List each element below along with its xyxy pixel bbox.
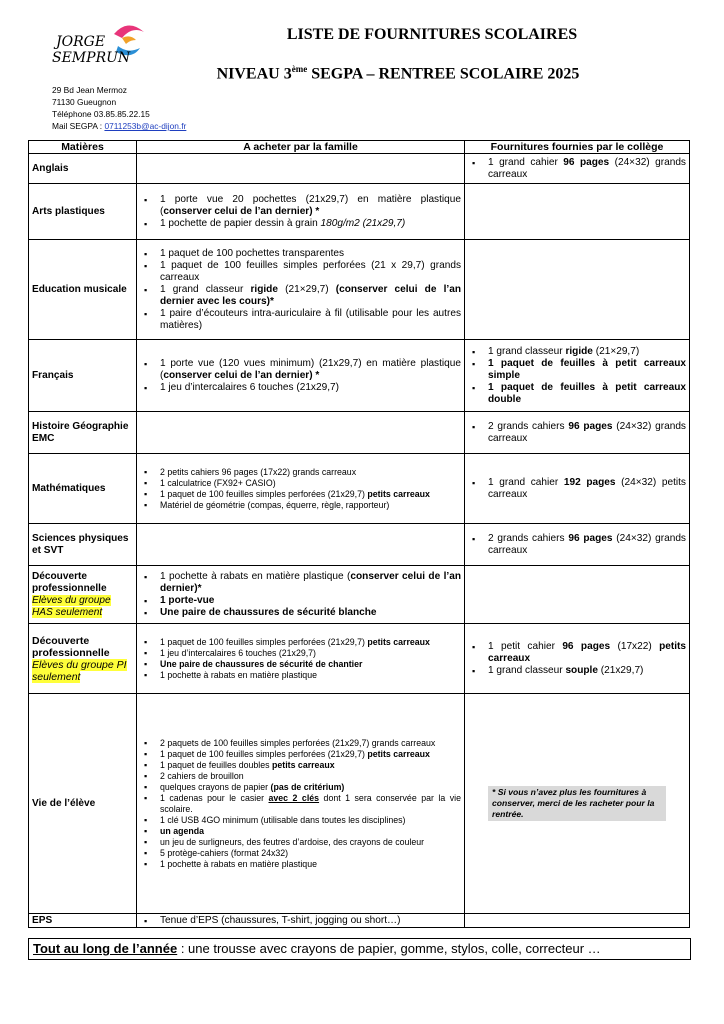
note-box: * Si vous n’avez plus les fournitures à conserver, merci de les racheter pour la rentrée.	[488, 786, 666, 821]
list-item: ▪ 1 paquet de 100 feuilles simples perforées (21 x 29,7) grands carreaux	[140, 260, 461, 284]
row-anglais	[29, 154, 690, 184]
list-item: ▪ 1 pochette à rabats en matière plastique	[140, 670, 461, 681]
page-subtitle: NIVEAU 3ème SEGPA – RENTREE SCOLAIRE 2025	[216, 64, 580, 83]
subject-name: Education musicale	[29, 240, 137, 340]
list-item: ▪ 1 paquet de feuilles doubles petits carreaux	[140, 760, 461, 771]
header-famille: A acheter par la famille	[137, 141, 465, 154]
college-cell	[465, 340, 690, 412]
famille-cell	[137, 184, 465, 240]
subject-name: Histoire Géographie EMC	[29, 412, 137, 454]
famille-cell	[137, 914, 465, 928]
row-maths	[29, 454, 690, 524]
subject-name: Découverte professionnelle Elèves du groupe PI seulement	[29, 624, 137, 694]
famille-cell	[137, 240, 465, 340]
list-item: ▪ 1 paire d’écouteurs intra-auriculaire à fil (utilisable pour les autres matières)	[140, 308, 461, 332]
list-item: ▪ un jeu de surligneurs, des feutres d’ardoise, des crayons de couleur	[140, 837, 461, 848]
list-item: ▪ 1 clé USB 4GO minimum (utilisable dans toutes les disciplines)	[140, 815, 461, 826]
page-title: LISTE DE FOURNITURES SCOLAIRES	[286, 26, 578, 43]
footer-note: Tout au long de l’année : une trousse avec crayons de papier, gomme, stylos, colle, correcteur …	[28, 938, 691, 960]
college-cell	[465, 154, 690, 184]
list-item: ▪ 1 paquet de feuilles à petit carreaux double	[468, 382, 686, 406]
college-cell	[465, 914, 690, 928]
list-item: ▪ 1 calculatrice (FX92+ CASIO)	[140, 478, 461, 489]
list-item: ▪ 1 paquet de feuilles à petit carreaux simple	[468, 358, 686, 382]
subject-name: Anglais	[29, 154, 137, 184]
list-item: ▪ 2 cahiers de brouillon	[140, 771, 461, 782]
row-eps	[29, 914, 690, 928]
svg-text:SEMPRUN: SEMPRUN	[52, 50, 131, 66]
famille-cell	[137, 412, 465, 454]
list-item: ▪ Tenue d’EPS (chaussures, T-shirt, jogging ou short…)	[140, 915, 461, 927]
school-logo	[44, 16, 154, 72]
subject-name: Français	[29, 340, 137, 412]
list-item: ▪ 2 grands cahiers 96 pages (24×32) grands carreaux	[468, 421, 686, 445]
list-item: ▪ 1 paquet de 100 feuilles simples perforées (21x29,7) petits carreaux	[140, 489, 461, 500]
row-dp-pi	[29, 624, 690, 694]
list-item: ▪ 1 grand classeur rigide (21×29,7)	[468, 346, 686, 358]
subject-name: Mathématiques	[29, 454, 137, 524]
famille-cell	[137, 566, 465, 624]
list-item: ▪ Une paire de chaussures de sécurité de chantier	[140, 659, 461, 670]
list-item: ▪ un agenda	[140, 826, 461, 837]
list-item: ▪ 1 grand classeur rigide (21×29,7) (conserver celui de l’an dernier avec les cours)*	[140, 284, 461, 308]
header-college: Fournitures fournies par le collège	[465, 141, 690, 154]
list-item: ▪ quelques crayons de papier (pas de critérium)	[140, 782, 461, 793]
group-highlight: Elèves du groupe HAS seulement	[32, 594, 111, 618]
list-item: ▪ 1 jeu d’intercalaires 6 touches (21x29,7)	[140, 648, 461, 659]
list-item: ▪ 2 paquets de 100 feuilles simples perforées (21x29,7) grands carreaux	[140, 738, 461, 749]
row-musique	[29, 240, 690, 340]
famille-cell	[137, 524, 465, 566]
list-item: ▪ Matériel de géométrie (compas, équerre, règle, rapporteur)	[140, 500, 461, 511]
row-dp-has	[29, 566, 690, 624]
list-item: ▪ Une paire de chaussures de sécurité blanche	[140, 607, 461, 619]
list-item: ▪ 1 pochette à rabats en matière plastique	[140, 859, 461, 870]
subject-name: Sciences physiques et SVT	[29, 524, 137, 566]
row-vie	[29, 694, 690, 914]
list-item: ▪ 1 pochette à rabats en matière plastique (conserver celui de l’an dernier)*	[140, 571, 461, 595]
list-item: ▪ 1 grand cahier 96 pages (24×32) grands carreaux	[468, 157, 686, 181]
row-histoire	[29, 412, 690, 454]
college-cell	[465, 694, 690, 914]
famille-cell	[137, 340, 465, 412]
row-arts	[29, 184, 690, 240]
famille-cell	[137, 624, 465, 694]
school-address: 29 Bd Jean Mermoz 71130 Gueugnon Téléphone 03.85.85.22.15 Mail SEGPA : 0711253b@ac-dijon.fr	[52, 85, 187, 131]
list-item: ▪ 1 grand classeur souple (21x29,7)	[468, 665, 686, 677]
famille-cell	[137, 454, 465, 524]
row-francais	[29, 340, 690, 412]
college-cell	[465, 454, 690, 524]
supplies-table	[28, 140, 690, 928]
list-item: ▪ 1 petit cahier 96 pages (17x22) petits carreaux	[468, 641, 686, 665]
list-item: ▪ 1 pochette de papier dessin à grain 180g/m2 (21x29,7)	[140, 218, 461, 230]
group-highlight: Elèves du groupe PI seulement	[32, 658, 127, 683]
row-sciences	[29, 524, 690, 566]
list-item: ▪ 1 paquet de 100 pochettes transparentes	[140, 248, 461, 260]
famille-cell	[137, 154, 465, 184]
subject-name: Vie de l’élève	[29, 694, 137, 914]
college-cell	[465, 624, 690, 694]
list-item: ▪ 1 porte vue (120 vues minimum) (21x29,7) en matière plastique (conserver celui de l’an dernier) *	[140, 358, 461, 382]
list-item: ▪ 1 grand cahier 192 pages (24×32) petits carreaux	[468, 477, 686, 501]
famille-cell	[137, 694, 465, 914]
table-header-row	[29, 141, 690, 154]
list-item: ▪ 1 paquet de 100 feuilles simples perforées (21x29,7) petits carreaux	[140, 637, 461, 648]
college-cell	[465, 184, 690, 240]
svg-text:JORGE: JORGE	[56, 34, 106, 50]
subject-name: EPS	[29, 914, 137, 928]
list-item: ▪ 1 jeu d’intercalaires 6 touches (21x29,7)	[140, 382, 461, 394]
college-cell	[465, 566, 690, 624]
mail-link[interactable]: 0711253b@ac-dijon.fr	[104, 121, 187, 131]
college-cell	[465, 412, 690, 454]
list-item: ▪ 1 porte vue 20 pochettes (21x29,7) en matière plastique (conserver celui de l’an dernier) *	[140, 194, 461, 218]
subject-name: Arts plastiques	[29, 184, 137, 240]
college-cell	[465, 240, 690, 340]
list-item: ▪ 1 cadenas pour le casier avec 2 clés dont 1 sera conservée par la vie scolaire.	[140, 793, 461, 815]
list-item: ▪ 5 protège-cahiers (format 24x32)	[140, 848, 461, 859]
list-item: ▪ 2 grands cahiers 96 pages (24×32) grands carreaux	[468, 533, 686, 557]
subject-name: Découverte professionnelle Elèves du groupe HAS seulement	[29, 566, 137, 624]
list-item: ▪ 1 porte-vue	[140, 595, 461, 607]
college-cell	[465, 524, 690, 566]
list-item: ▪ 1 paquet de 100 feuilles simples perforées (21x29,7) petits carreaux	[140, 749, 461, 760]
header-matieres: Matières	[29, 141, 137, 154]
list-item: ▪ 2 petits cahiers 96 pages (17x22) grands carreaux	[140, 467, 461, 478]
